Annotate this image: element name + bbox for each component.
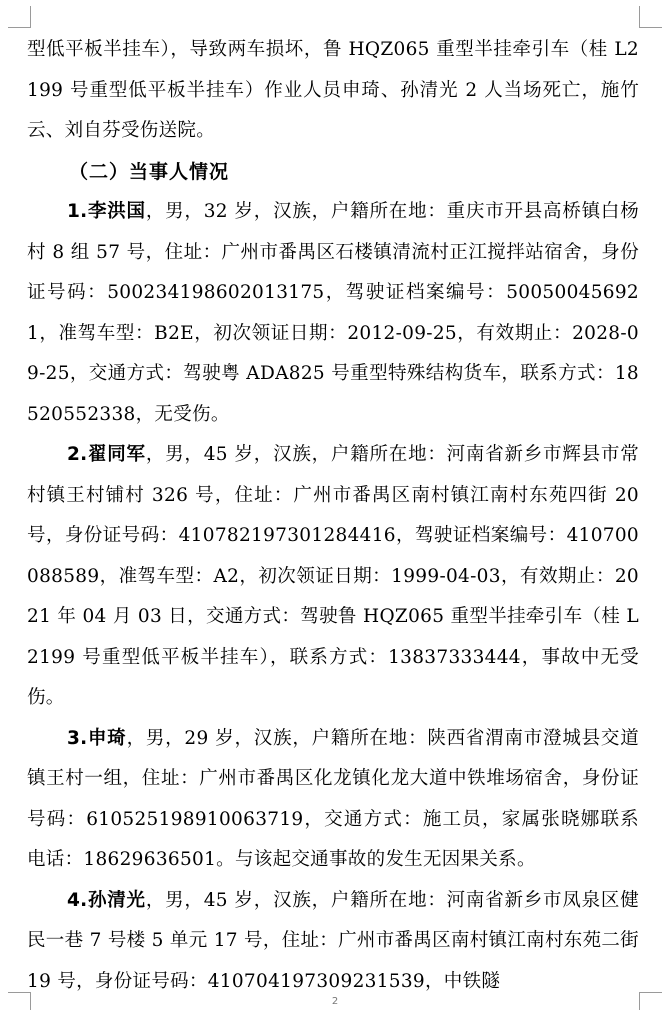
person-paragraph-4 (27, 881, 639, 1003)
person-paragraph-2 (27, 435, 639, 719)
person-name: 1.李洪国 (67, 201, 146, 222)
person-name: 4.孙清光 (67, 889, 146, 911)
crop-mark-top-right (640, 27, 662, 28)
crop-mark-top-left (30, 6, 31, 28)
person-paragraph-1 (27, 192, 639, 435)
person-details: ，男，45 岁，汉族，户籍所在地：河南省新乡市辉县市常村镇王村铺村 326 号，住址：广州市番禺区南村镇江南村东苑四街 20 号，身份证号码：410782197301284416，驾驶证档案编号：410700088589，准驾车型：A2，初次领证日期：1999-04-03，有效期止：2021 年 04 月 03 日，交通方式：驾驶鲁 HQZ065 重型半挂牵引车（桂 L2199 号重型低平板半挂车），联系方式：13837333444，事故中无受伤。 (27, 444, 639, 708)
page-number: 2 (331, 996, 339, 1007)
crop-mark-top-right (639, 6, 640, 28)
document-body (27, 30, 639, 1002)
person-paragraph-3 (27, 719, 639, 881)
intro-paragraph: 型低平板半挂车），导致两车损坏，鲁 HQZ065 重型半挂牵引车（桂 L2199 号重型低平板半挂车）作业人员申琦、孙清光 2 人当场死亡，施竹云、刘自芬受伤送院。 (27, 39, 639, 141)
person-details: ，男，45 岁，汉族，户籍所在地：河南省新乡市凤泉区健民一巷 7 号楼 5 单元 17 号，住址：广州市番禺区南村镇江南村东苑二街 19 号，身份证号码：410704197309231539，中铁隧 (27, 889, 639, 992)
person-name: 2.翟同军 (67, 444, 146, 465)
person-name: 3.申琦 (67, 727, 127, 749)
crop-mark-bottom-right (640, 992, 662, 993)
person-details: ，男，32 岁，汉族，户籍所在地：重庆市开县高桥镇白杨村 8 组 57 号，住址：广州市番禺区石楼镇清流村正江搅拌站宿舍，身份证号码：500234198602013175，驾驶证档案编号：500500456921，准驾车型：B2E，初次领证日期：2012-09-25，有效期止：2028-09-25，交通方式：驾驶粤 ADA825 号重型特殊结构货车，联系方式：18520552338，无受伤。 (27, 201, 639, 425)
crop-mark-top-left (8, 27, 30, 28)
person-details: ，男，29 岁，汉族，户籍所在地：陕西省渭南市澄城县交道镇王村一组，住址：广州市番禺区化龙镇化龙大道中铁堆场宿舍，身份证号码：610525198910063719，交通方式：施工员，家属张晓娜联系电话：18629636501。与该起交通事故的发生无因果关系。 (27, 727, 639, 870)
section-heading: （二）当事人情况 (69, 160, 230, 183)
